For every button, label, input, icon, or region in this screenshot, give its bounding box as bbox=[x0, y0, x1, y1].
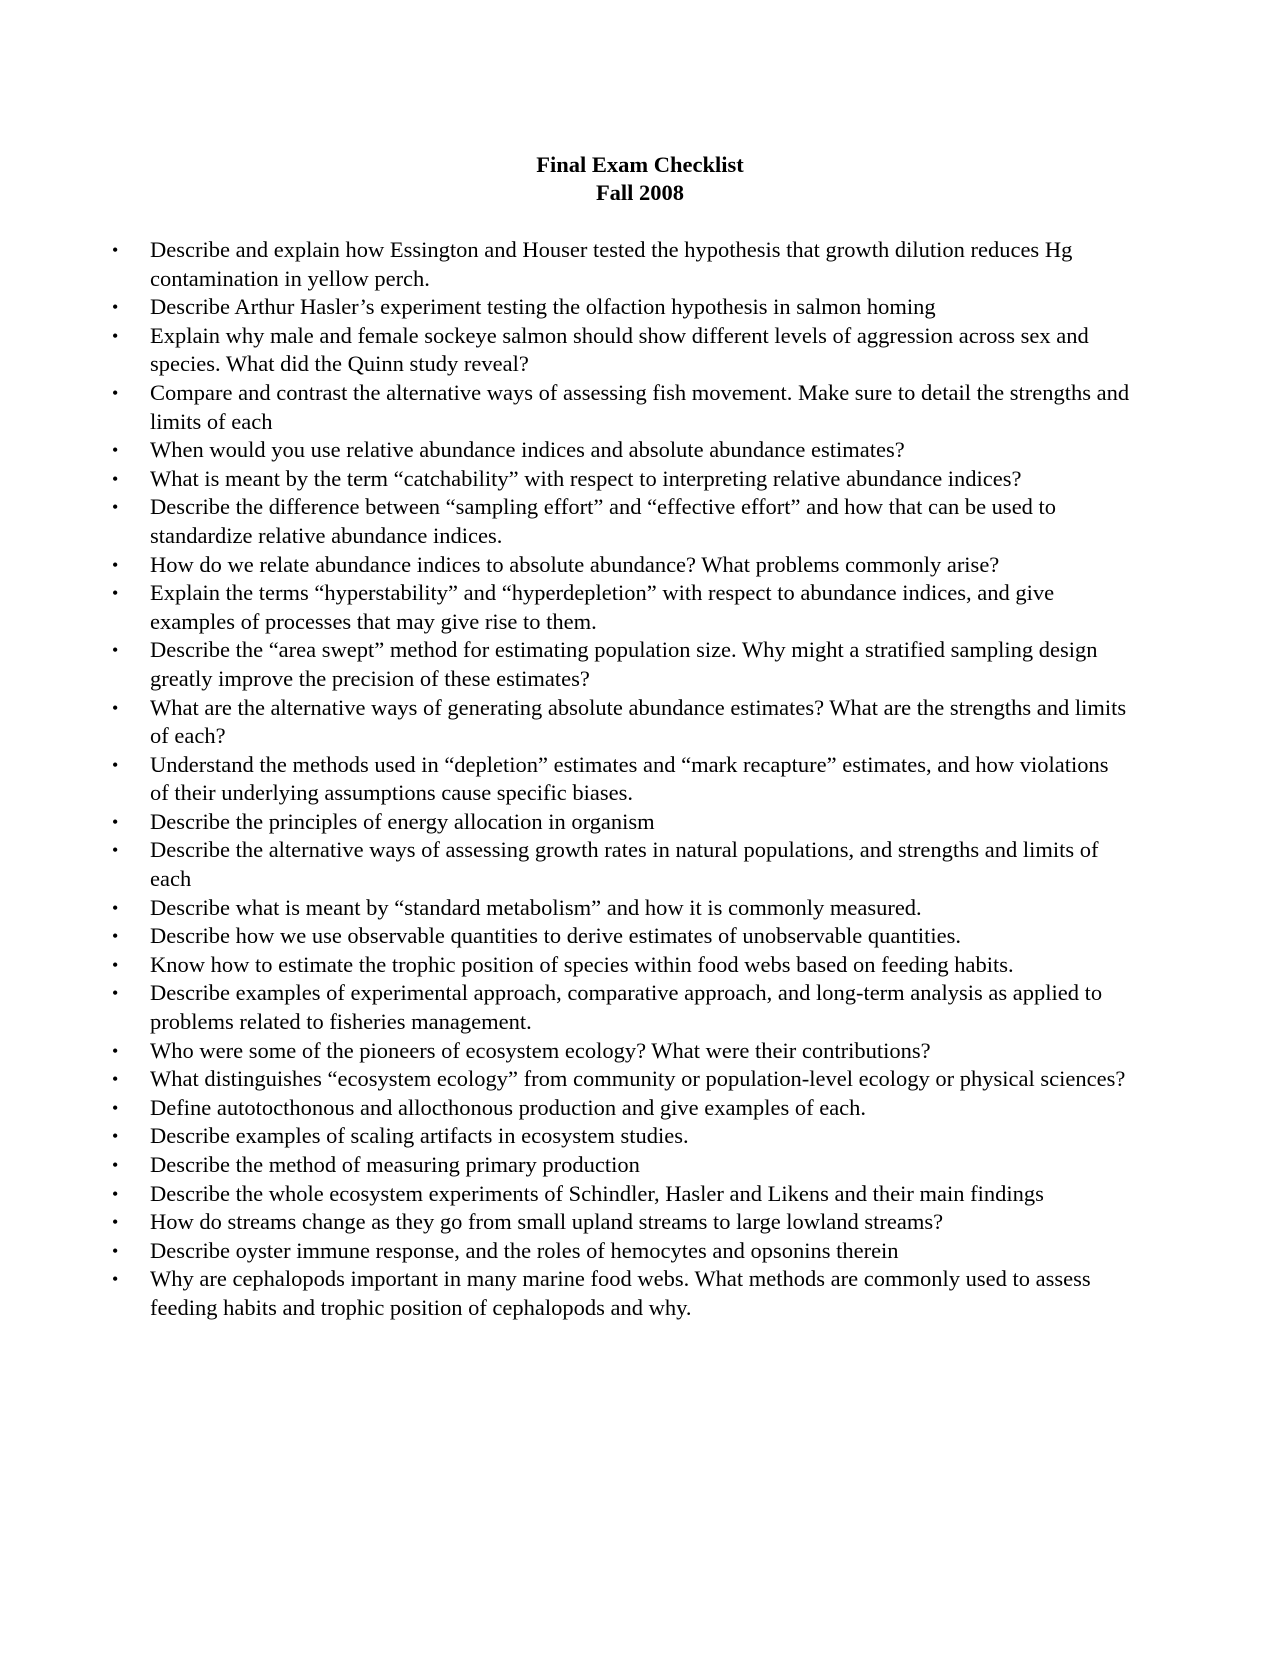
checklist-item-text: What distinguishes “ecosystem ecology” from community or population-level ecology or physical sciences? bbox=[150, 1066, 1126, 1092]
checklist-item bbox=[112, 379, 1132, 436]
bullet-icon: • bbox=[112, 583, 119, 604]
checklist-item bbox=[112, 894, 1132, 923]
title-block bbox=[0, 151, 1280, 207]
checklist-item bbox=[112, 1237, 1132, 1266]
checklist-item bbox=[112, 322, 1132, 379]
bullet-icon: • bbox=[112, 1183, 119, 1204]
document-subtitle: Fall 2008 bbox=[595, 180, 685, 205]
checklist-item-text: Describe how we use observable quantities to derive estimates of unobservable quantities. bbox=[150, 923, 962, 949]
checklist-item-text: Explain the terms “hyperstability” and “hyperdepletion” with respect to abundance indices, and give examples of processes that may give rise to them. bbox=[150, 580, 1055, 634]
checklist-item-text: Describe the principles of energy allocation in organism bbox=[150, 808, 655, 834]
bullet-icon: • bbox=[112, 554, 119, 575]
checklist-item-text: Describe the “area swept” method for estimating population size. Why might a stratified sampling design greatly improve the precision of these estimates? bbox=[150, 637, 1098, 691]
bullet-icon: • bbox=[112, 926, 119, 947]
bullet-icon: • bbox=[112, 325, 119, 346]
checklist-item-text: What are the alternative ways of generating absolute abundance estimates? What are the strengths and limits of each? bbox=[150, 694, 1127, 749]
checklist-item bbox=[112, 293, 1132, 322]
bullet-icon: • bbox=[112, 468, 119, 489]
checklist-item bbox=[112, 951, 1132, 980]
checklist-item bbox=[112, 922, 1132, 951]
checklist-item bbox=[112, 1208, 1132, 1237]
checklist-item bbox=[112, 1122, 1132, 1151]
checklist-item bbox=[112, 1180, 1132, 1209]
checklist-item bbox=[112, 1037, 1132, 1066]
checklist-item-text: How do we relate abundance indices to absolute abundance? What problems commonly arise? bbox=[150, 551, 1000, 577]
checklist-item bbox=[112, 1151, 1132, 1180]
checklist-item bbox=[112, 636, 1132, 693]
checklist-item bbox=[112, 465, 1132, 494]
bullet-icon: • bbox=[112, 297, 119, 318]
bullet-icon: • bbox=[112, 240, 119, 260]
bullet-icon: • bbox=[112, 440, 119, 461]
checklist bbox=[112, 236, 1132, 1323]
bullet-icon: • bbox=[112, 754, 119, 775]
bullet-icon: • bbox=[112, 1212, 119, 1233]
bullet-icon: • bbox=[112, 1155, 119, 1175]
checklist-item-text: Describe Arthur Hasler’s experiment testing the olfaction hypothesis in salmon homing bbox=[150, 294, 936, 320]
bullet-icon: • bbox=[112, 640, 119, 661]
bullet-icon: • bbox=[112, 1069, 119, 1090]
document-title: Final Exam Checklist bbox=[536, 152, 744, 177]
checklist-item bbox=[112, 1265, 1132, 1322]
bullet-icon: • bbox=[112, 1269, 119, 1290]
checklist-item-text: Describe the difference between “sampling effort” and “effective effort” and how that can be used to standardize relative abundance indices. bbox=[150, 494, 1057, 548]
checklist-item-text: Compare and contrast the alternative ways of assessing fish movement. Make sure to detail the strengths and limits of each bbox=[150, 379, 1130, 434]
checklist-item bbox=[112, 1094, 1132, 1123]
checklist-item bbox=[112, 1065, 1132, 1094]
checklist-item bbox=[112, 551, 1132, 580]
bullet-icon: • bbox=[112, 1126, 119, 1147]
bullet-icon: • bbox=[112, 954, 119, 975]
checklist-item-text: Explain why male and female sockeye salmon should show different levels of aggression across sex and species. What did the Quinn study reveal? bbox=[150, 322, 1089, 377]
checklist-item bbox=[112, 979, 1132, 1036]
bullet-icon: • bbox=[112, 382, 119, 403]
bullet-icon: • bbox=[112, 1097, 119, 1118]
bullet-icon: • bbox=[112, 811, 119, 832]
checklist-item bbox=[112, 436, 1132, 465]
checklist-item-text: Define autotocthonous and allocthonous production and give examples of each. bbox=[150, 1094, 867, 1120]
bullet-icon: • bbox=[112, 840, 119, 861]
bullet-icon: • bbox=[112, 497, 119, 518]
checklist-item-text: What is meant by the term “catchability” with respect to interpreting relative abundance indices? bbox=[150, 465, 1022, 491]
checklist-item-text: Describe examples of experimental approach, comparative approach, and long-term analysis as applied to problems related to fisheries management. bbox=[150, 980, 1103, 1035]
checklist-item-text: Understand the methods used in “depletion” estimates and “mark recapture” estimates, and how violations of their underlying assumptions cause specific biases. bbox=[150, 751, 1109, 806]
bullet-icon: • bbox=[112, 983, 119, 1004]
checklist-item-text: Describe the whole ecosystem experiments of Schindler, Hasler and Likens and their main findings bbox=[150, 1180, 1044, 1206]
bullet-icon: • bbox=[112, 1040, 119, 1061]
checklist-item-text: Describe oyster immune response, and the roles of hemocytes and opsonins therein bbox=[150, 1237, 899, 1263]
checklist-item-text: Describe what is meant by “standard metabolism” and how it is commonly measured. bbox=[150, 894, 922, 920]
checklist-item bbox=[112, 579, 1132, 636]
checklist-item-text: Describe the method of measuring primary production bbox=[150, 1152, 640, 1177]
checklist-item bbox=[112, 694, 1132, 751]
checklist-item bbox=[112, 836, 1132, 893]
checklist-item bbox=[112, 808, 1132, 837]
checklist-item bbox=[112, 751, 1132, 808]
checklist-item-text: Describe examples of scaling artifacts in ecosystem studies. bbox=[150, 1123, 689, 1149]
checklist-item-text: Describe and explain how Essington and Houser tested the hypothesis that growth dilution reduces Hg contamination in yellow perch. bbox=[150, 237, 1073, 291]
checklist-item bbox=[112, 236, 1132, 293]
checklist-item bbox=[112, 493, 1132, 550]
checklist-item-text: Know how to estimate the trophic position of species within food webs based on feeding habits. bbox=[150, 951, 1014, 977]
checklist-item-text: Describe the alternative ways of assessing growth rates in natural populations, and strengths and limits of each bbox=[150, 837, 1099, 892]
checklist-item-text: Why are cephalopods important in many marine food webs. What methods are commonly used to assess feeding habits and trophic position of cephalopods and why. bbox=[150, 1266, 1091, 1320]
bullet-icon: • bbox=[112, 1240, 119, 1261]
checklist-item-text: Who were some of the pioneers of ecosystem ecology? What were their contributions? bbox=[150, 1037, 931, 1063]
bullet-icon: • bbox=[112, 697, 119, 718]
checklist-item-text: When would you use relative abundance indices and absolute abundance estimates? bbox=[150, 437, 905, 463]
checklist-item-text: How do streams change as they go from small upland streams to large lowland streams? bbox=[150, 1209, 944, 1235]
bullet-icon: • bbox=[112, 897, 119, 918]
